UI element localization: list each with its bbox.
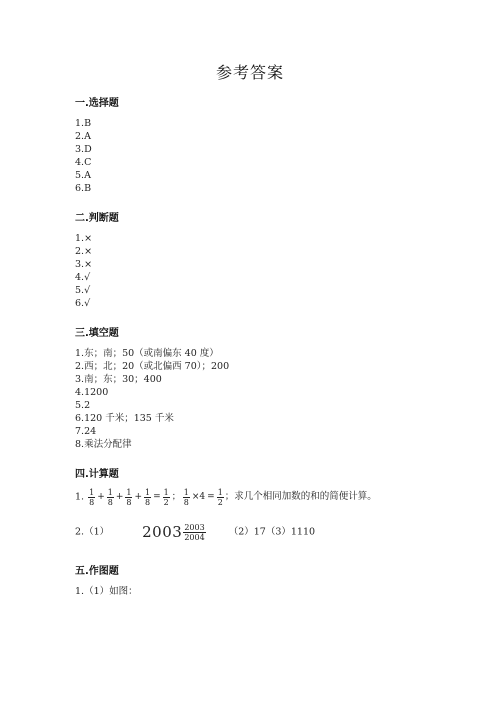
answer-item: 8.乘法分配律: [75, 439, 132, 450]
section-heading-judgement: 二.判断题: [75, 213, 119, 224]
answer-item: 2.×: [75, 246, 93, 257]
fraction: $\frac{1}{8}$: [89, 487, 95, 507]
answer-item: 2.西；北；20（或北偏西 70）；200: [75, 361, 230, 372]
plus-sign: +: [115, 492, 124, 502]
item-number: 1.: [75, 491, 85, 503]
fraction: $\frac{1}{2}$: [163, 487, 169, 507]
answer-item: 4.√: [75, 272, 91, 283]
section-heading-calculation: 四.计算题: [75, 469, 119, 480]
answer-item: 1.B: [75, 118, 92, 129]
answer-item: 4.1200: [75, 387, 109, 398]
answer-item: 5.2: [75, 400, 91, 411]
answer-item: 1.东；南；50（或南偏东 40 度）: [75, 348, 219, 359]
fraction: $\frac{1}{8}$: [183, 487, 189, 507]
answer-item: 5.√: [75, 285, 91, 296]
answer-item: 6.√: [75, 298, 91, 309]
times-four: ×4: [191, 492, 206, 502]
mixed-number: 2003 $\frac{2003}{2004}$: [142, 522, 205, 542]
fraction: $\frac{1}{8}$: [107, 487, 113, 507]
fraction: $\frac{1}{2}$: [217, 487, 223, 507]
equals-sign: =: [207, 492, 215, 502]
calc-answer-2: [75, 519, 315, 545]
remaining-answers: （2）17（3）1110: [228, 526, 316, 538]
answer-item: 4.C: [75, 157, 92, 168]
answer-item: 7.24: [75, 426, 97, 437]
item-number: 2.（1）: [75, 526, 110, 538]
separator: ；: [171, 492, 181, 502]
plus-sign: +: [134, 492, 143, 502]
answer-item: 5.A: [75, 170, 91, 181]
section-heading-drawing: 五.作图题: [75, 566, 119, 577]
answer-item: 3.南；东；30；400: [75, 374, 162, 385]
fraction: $\frac{1}{8}$: [145, 487, 151, 507]
plus-sign: +: [97, 492, 105, 502]
answer-item: 6.B: [75, 183, 92, 194]
answer-item: 6.120 千米；135 千米: [75, 413, 174, 424]
answer-item: 2.A: [75, 131, 91, 142]
explanation-text: ；求几个相同加数的和的简便计算。: [224, 491, 377, 502]
answer-item: 1.×: [75, 233, 93, 244]
answer-item: 3.D: [75, 144, 92, 155]
calc-answer-1: [75, 486, 377, 508]
section-heading-choice: 一.选择题: [75, 98, 119, 109]
answer-item: 1.（1）如图：: [75, 586, 138, 597]
fraction: $\frac{1}{8}$: [126, 487, 132, 507]
page-title: 参考答案: [215, 63, 284, 82]
answer-item: 3.×: [75, 259, 93, 270]
section-heading-fill-blank: 三.填空题: [75, 328, 119, 339]
equals-sign: =: [153, 492, 161, 502]
